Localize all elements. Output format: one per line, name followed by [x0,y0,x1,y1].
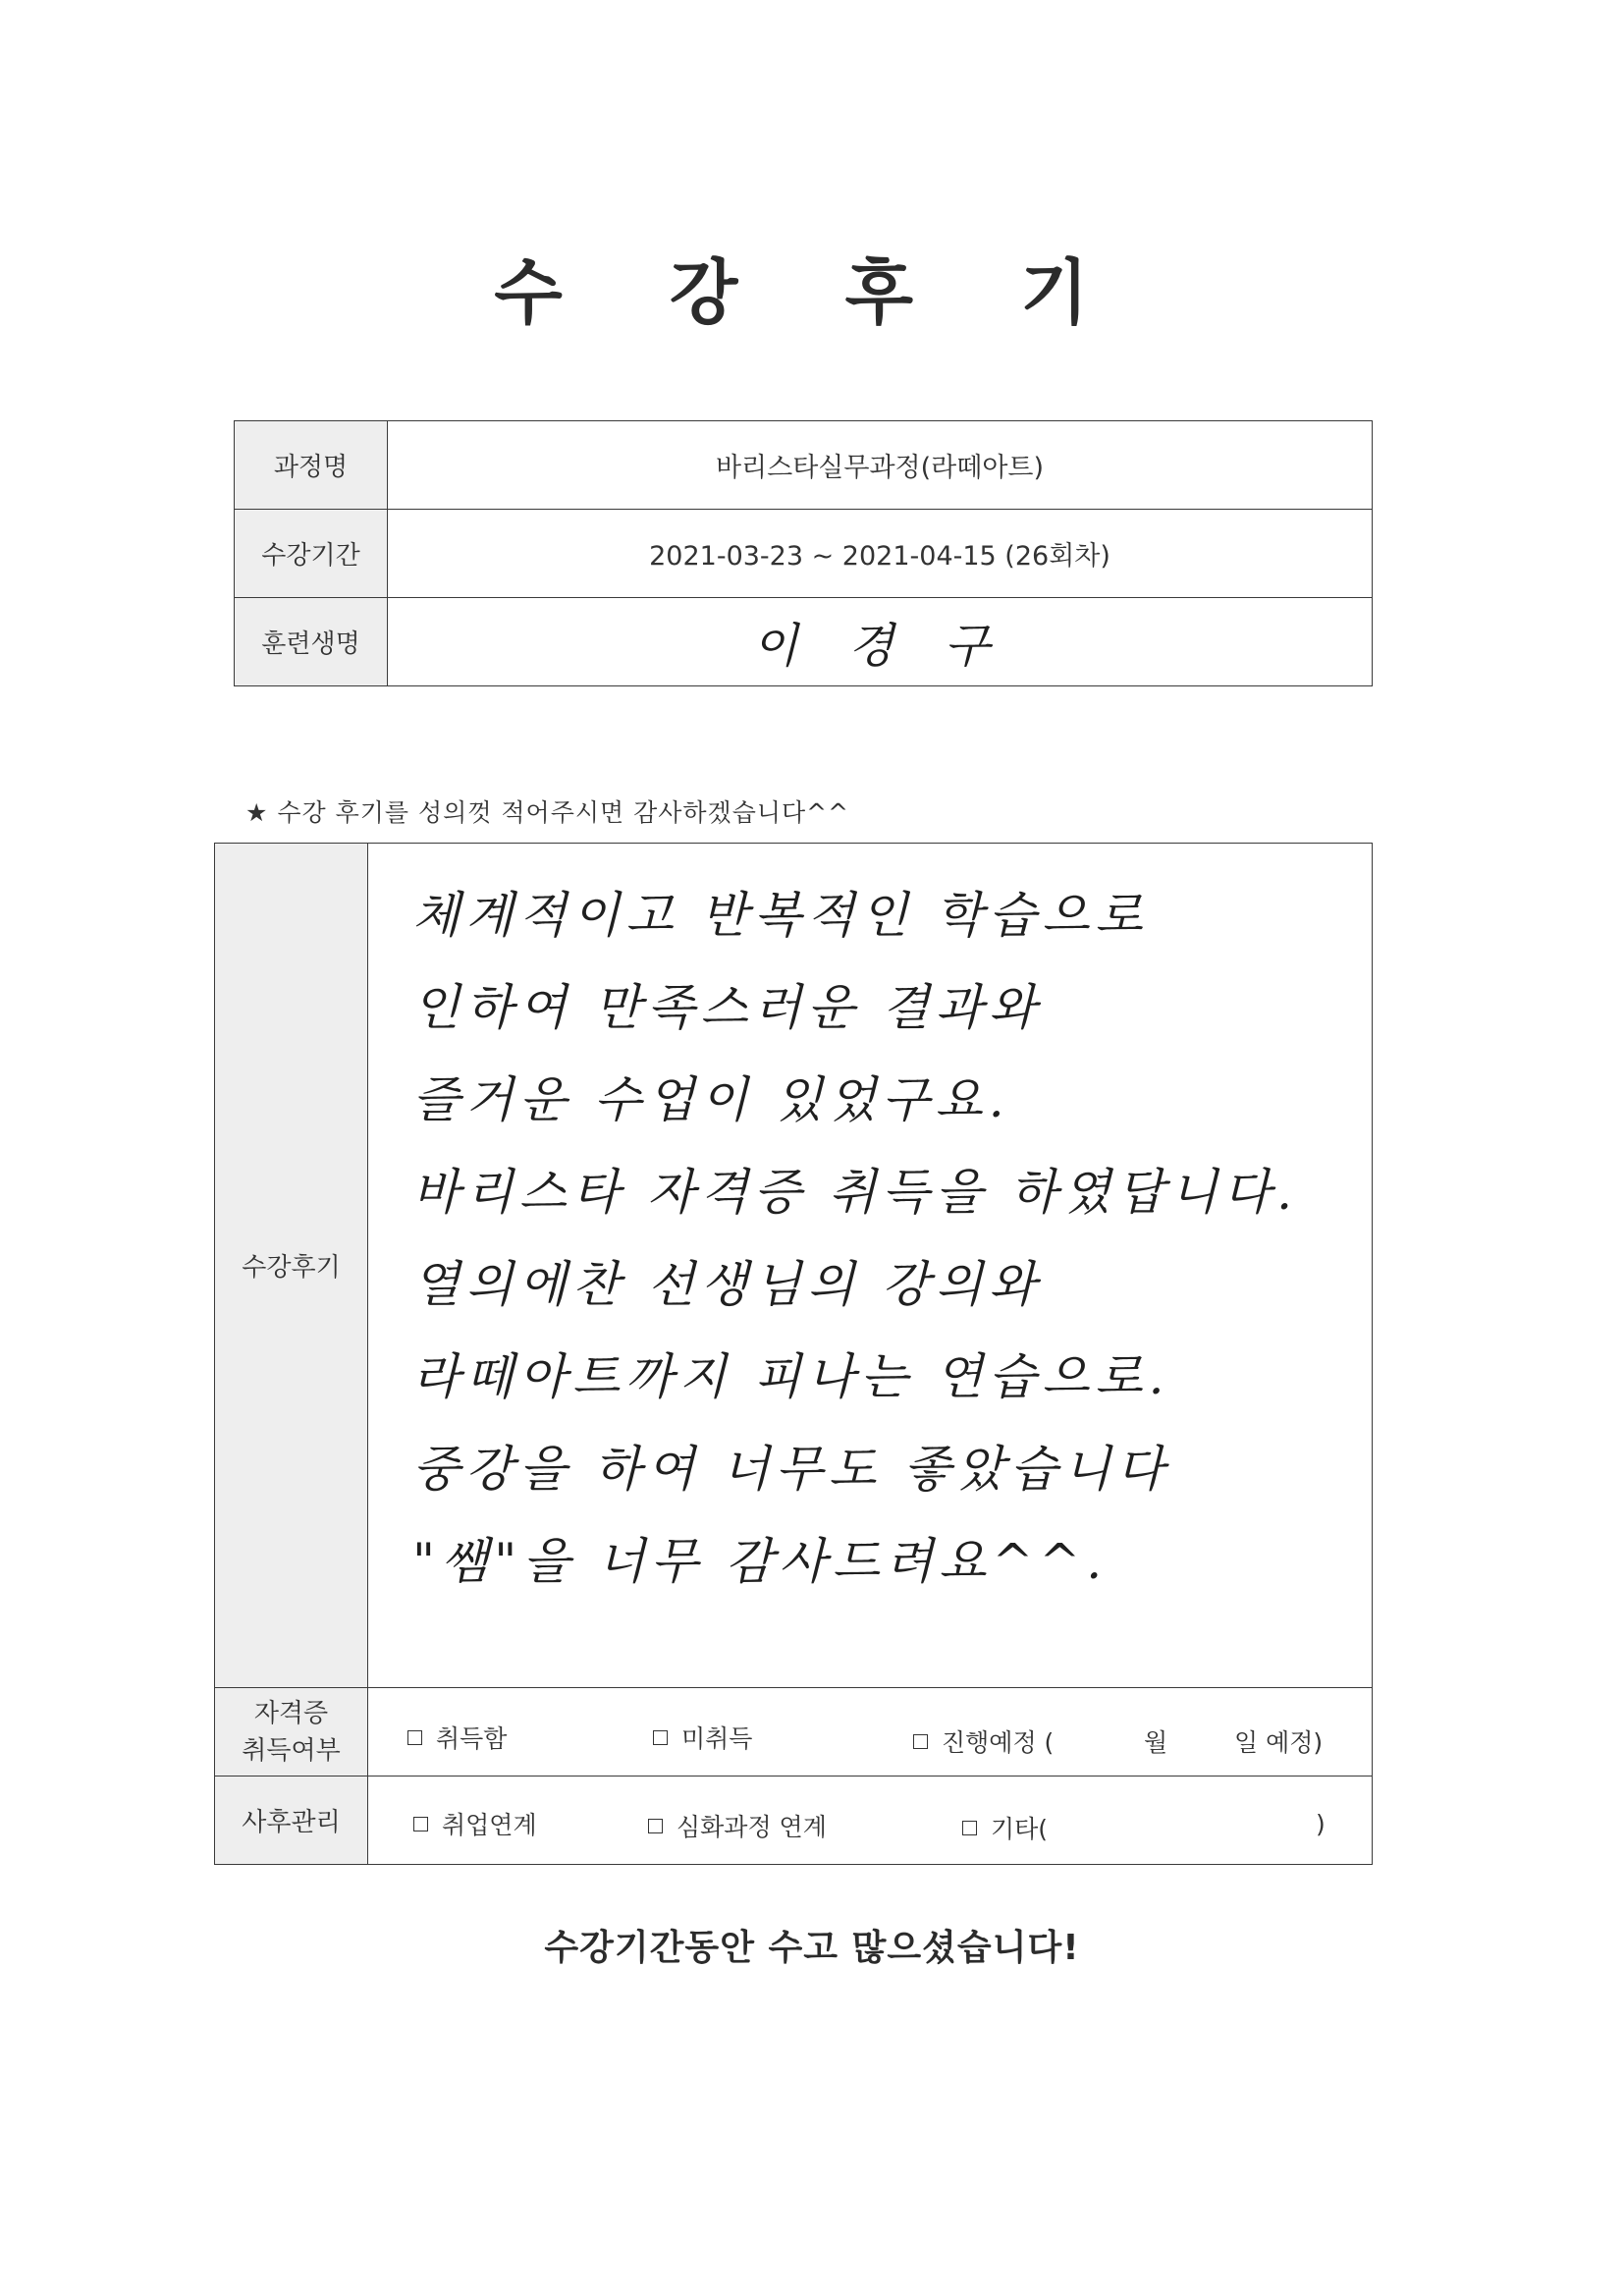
aftercare-options [368,1777,1373,1865]
review-line: "쌤"을 너무 감사드려요^^. [412,1533,1109,1590]
review-line: 열의에찬 선생님의 강의와 [412,1256,1043,1313]
checkbox-icon [653,1730,668,1745]
review-line: 바리스타 자격증 취득을 하였답니다. [412,1164,1299,1221]
notice-text: ★ 수강 후기를 성의껏 적어주시면 감사하겠습니다^^ [245,798,850,827]
course-name-value: 바리스타실무과정(라떼아트) [388,421,1373,510]
aftercare-option-advanced[interactable]: 심화과정 연계 [648,1808,827,1843]
review-row [215,844,1373,1688]
cert-month-label: 월 [1144,1728,1168,1757]
closing-message: 수강기간동안 수고 많으셨습니다! [544,1928,1080,1968]
aftercare-option-job[interactable]: 취업연계 [413,1806,537,1841]
course-info-table [234,420,1373,686]
trainee-row [235,598,1373,686]
period-value: 2021-03-23 ~ 2021-04-15 (26회차) [388,510,1373,598]
course-name-label: 과정명 [235,421,388,510]
review-line: 인하여 만족스러운 결과와 [412,979,1043,1036]
review-line: 체계적이고 반복적인 학습으로 [412,887,1149,944]
aftercare-other-close: ) [1316,1810,1326,1838]
period-label: 수강기간 [235,510,388,598]
checkbox-icon [407,1730,422,1745]
cert-label-line1: 자격증 [253,1698,329,1728]
period-row [235,510,1373,598]
course-row [235,421,1373,510]
trainee-name-label: 훈련생명 [235,598,388,686]
checkbox-icon [648,1819,663,1833]
cert-row [215,1688,1373,1777]
cert-day-planned-label: 일 예정) [1234,1728,1324,1757]
aftercare-label: 사후관리 [215,1777,368,1865]
aftercare-option-other[interactable]: 기타( [962,1810,1048,1845]
review-line: 즐거운 수업이 있었구요. [412,1071,1010,1128]
cert-option-planned[interactable]: 진행예정 ( [913,1723,1054,1759]
aftercare-row [215,1777,1373,1865]
review-line: 중강을 하여 너무도 좋았습니다 [412,1441,1170,1498]
cert-option-acquired[interactable]: 취득함 [407,1720,507,1755]
cert-label [215,1688,368,1777]
page-title: 수 강 후 기 [494,251,1130,334]
cert-label-line2: 취득여부 [242,1735,341,1766]
cert-options [368,1688,1373,1777]
cert-option-not-acquired[interactable]: 미취득 [653,1720,752,1755]
trainee-name-handwritten: 이 경 구 [388,598,1373,686]
checkbox-icon [913,1734,928,1749]
checkbox-icon [413,1817,428,1831]
review-line: 라떼아트까지 피나는 연습으로. [412,1348,1170,1405]
review-label: 수강후기 [215,844,368,1688]
review-table [214,843,1373,1865]
checkbox-icon [962,1821,977,1835]
review-handwritten-body [368,844,1373,1688]
